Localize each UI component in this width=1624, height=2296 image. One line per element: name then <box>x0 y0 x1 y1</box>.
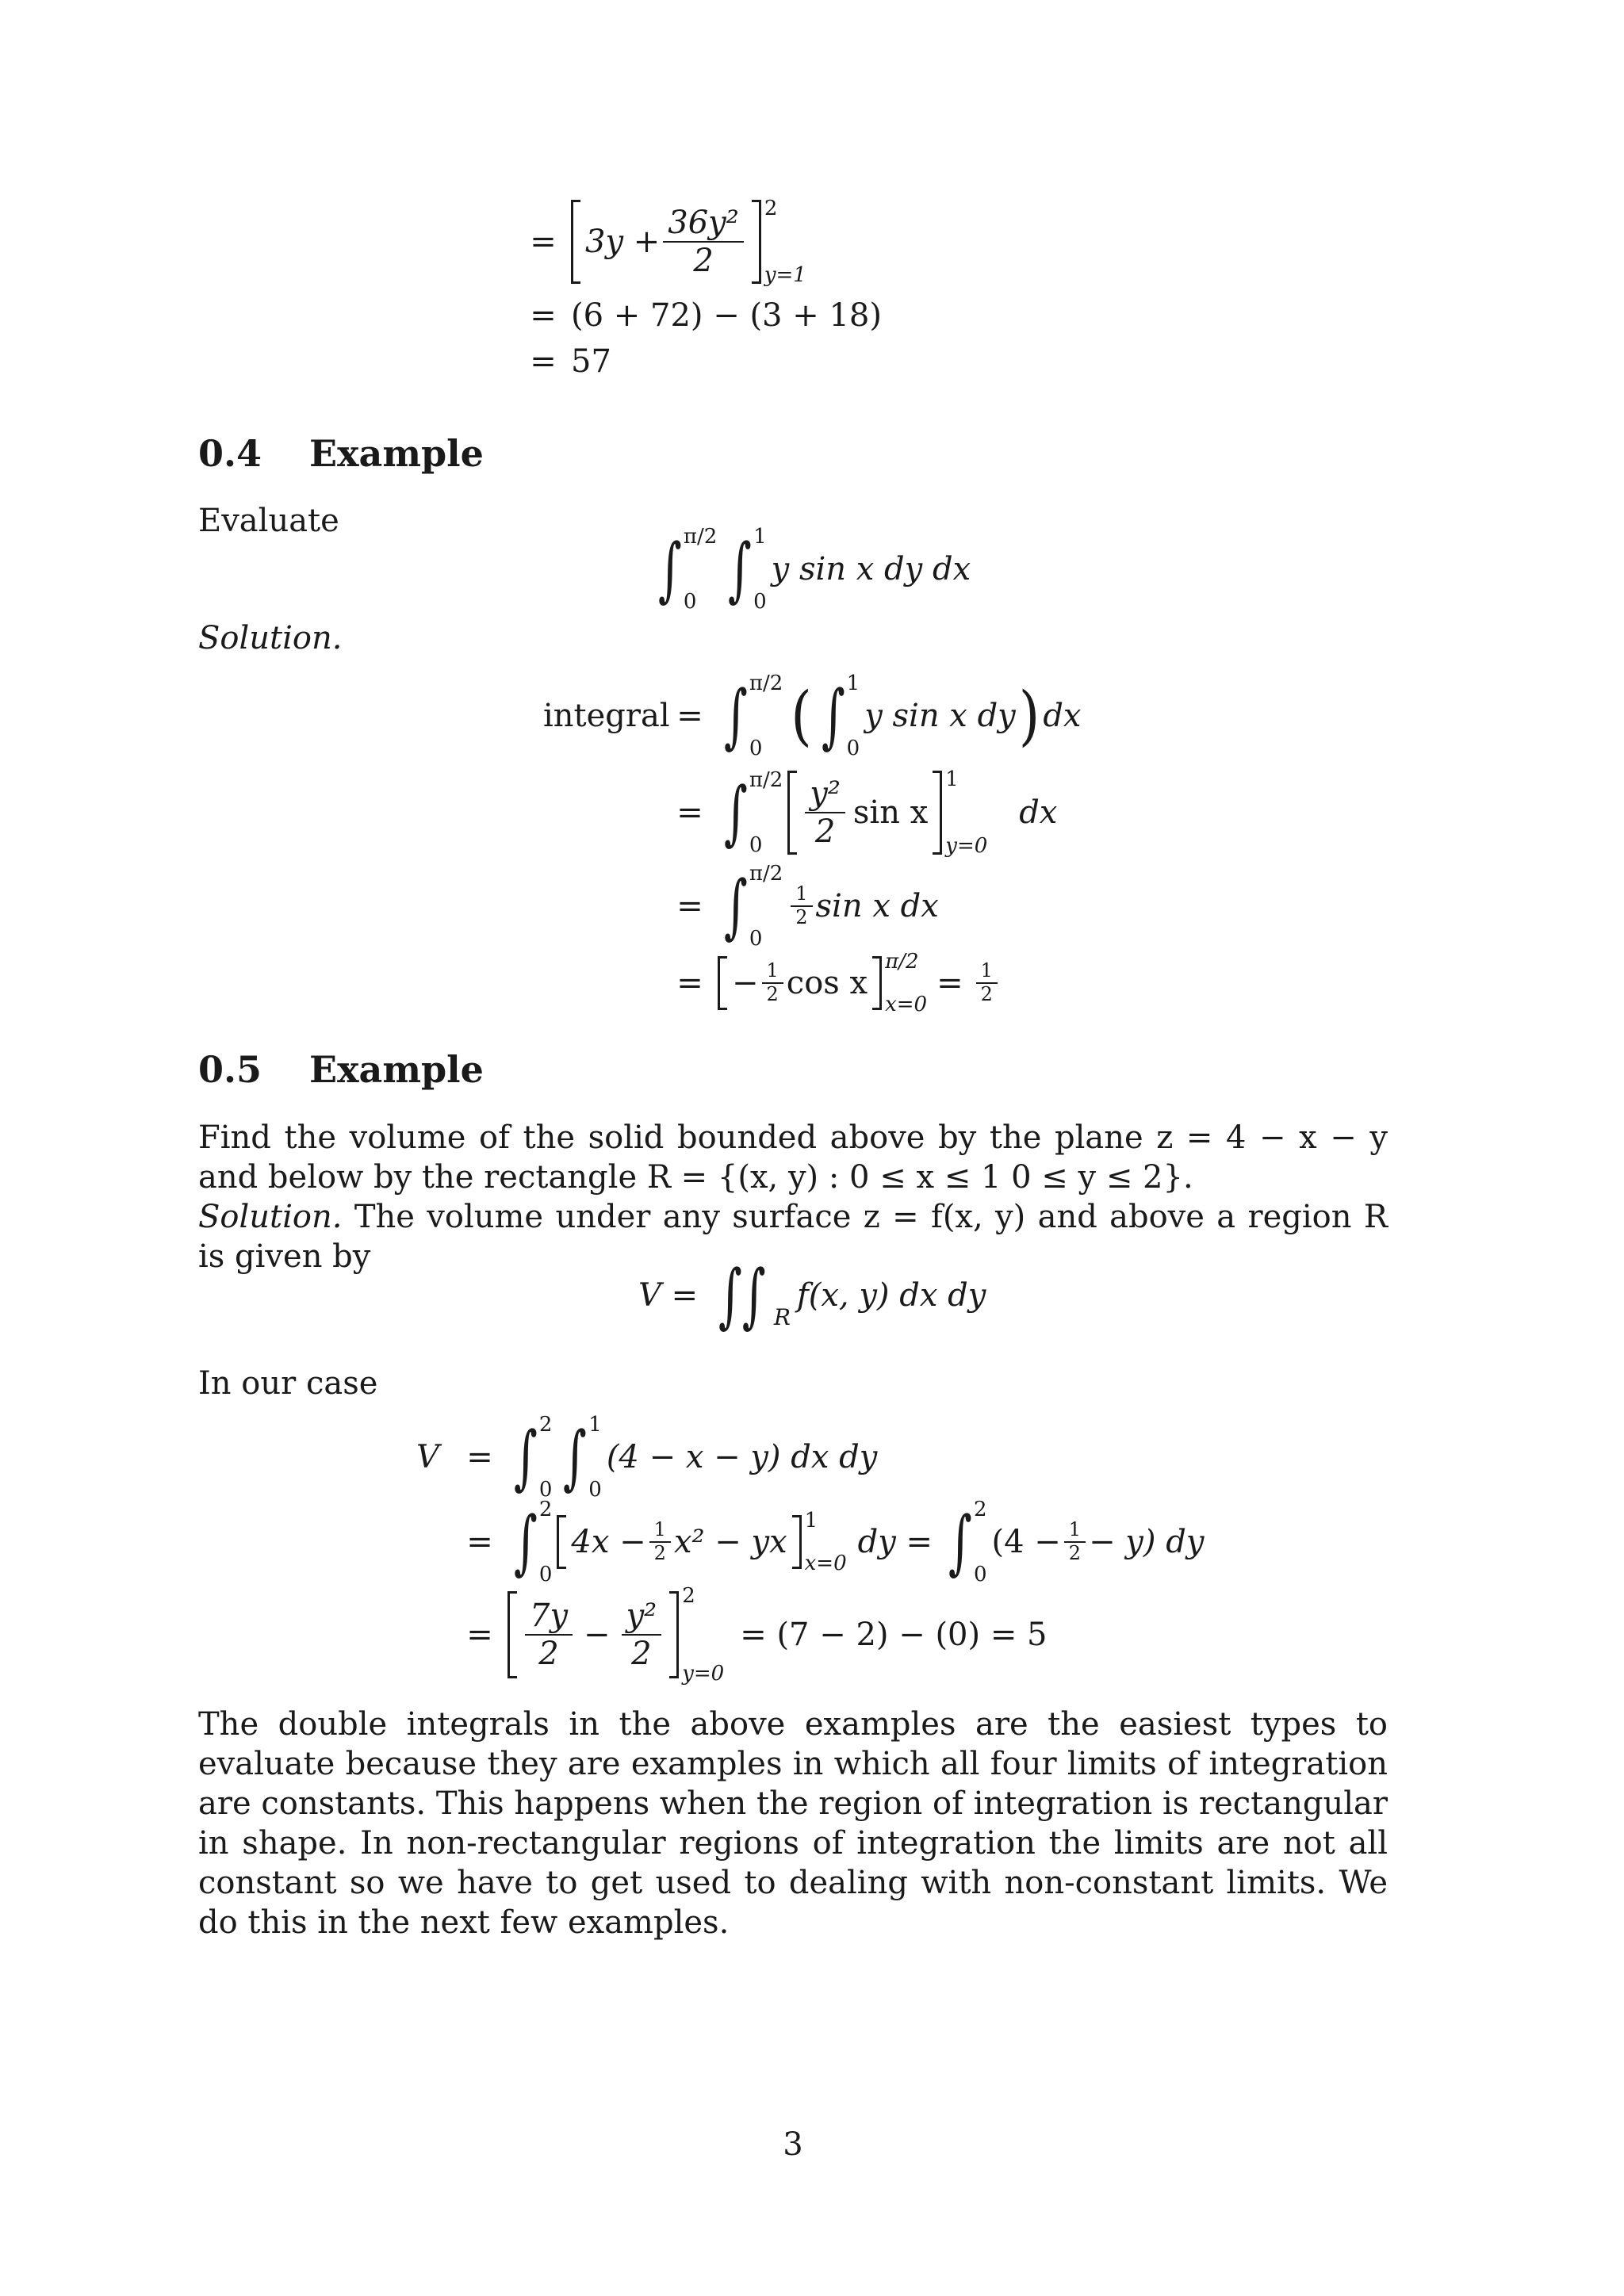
ex4-problem-integral: ∫ π/2 0 ∫ 1 0 y sin x dy dx <box>658 525 971 614</box>
top-step-3: = 57 <box>530 343 611 380</box>
top-step-1 <box>515 198 806 285</box>
page-number: 3 <box>783 2126 803 2163</box>
solution-label-0-4: Solution. <box>198 620 343 656</box>
ex4-step-1: integral = ∫ π/2 0 ( ∫ 1 0 y sin x dy ) dx <box>543 672 1082 760</box>
evaluate-label: Evaluate <box>198 503 339 539</box>
ex5-step-2: = ∫ 2 0 4x − $\frac{1}{2}$ x² − yx 1 x=0 dy = ∫ 2 0 (4 − $\frac{1}{2}$ − y) dy <box>466 1498 1205 1586</box>
ex5-problem-text: Find the volume of the solid bounded above by the plane z = 4 − x − y and below by the rectangle R = {(x, y) : 0 ≤ x ≤ 1 0 ≤ y ≤ 2}. Solution. The volume under any surface z = f(x, y) and above a region R is given by <box>198 1119 1388 1275</box>
bracket-expression: 3y + $\frac{\text{36y²}}{2}$ 2 y=1 <box>571 198 806 285</box>
ex4-step-4: = − $\frac{1}{2}$ cos x π/2 x=0 = $\frac{1}{2}$ <box>662 951 1001 1015</box>
section-heading-0-5: 0.5 Example <box>198 1048 484 1091</box>
ex4-step-3: = ∫ π/2 0 $\frac{1}{2}$ sin x dx <box>676 862 939 951</box>
ex5-step-1: V = ∫ 2 0 ∫ 1 0 (4 − x − y) dx dy <box>416 1413 878 1502</box>
section-heading-0-4: 0.4 Example <box>198 432 484 475</box>
top-step-2: = (6 + 72) − (3 + 18) <box>530 297 882 334</box>
equals-sign: = <box>530 224 557 260</box>
ex5-step-3: = $\frac{7y}{2}$ − $\frac{\text{y²}}{2}$ 2 y=0 = (7 − 2) − (0) = 5 <box>466 1584 1048 1686</box>
closing-paragraph: The double integrals in the above examples are the easiest types to evaluate because they are examples in which all four limits of integration are constants. This happens when the region of integration is rectangular in shape. In non-rectangular regions of integration the limits are not all constant so we have to get used to dealing with non-constant limits. We do this in the next few examples. <box>198 1706 1388 1941</box>
fraction: $\frac{\text{36y²}}{2}$ <box>663 205 744 279</box>
in-our-case-label: In our case <box>198 1365 378 1402</box>
ex4-step-2: = ∫ π/2 0 $\frac{\text{y²}}{2}$ sin x 1 y=0 dx <box>676 767 1058 858</box>
volume-formula: V = ∫∫ R f(x, y) dx dy <box>638 1254 986 1336</box>
